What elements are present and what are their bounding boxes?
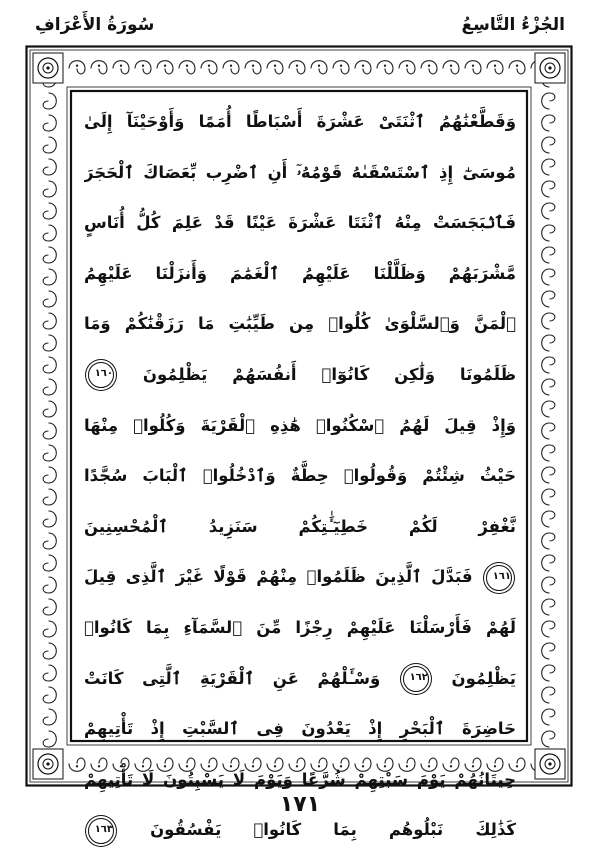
frame-swirl <box>69 758 85 771</box>
frame-side-ornament <box>542 687 555 703</box>
frame-dot <box>516 65 518 67</box>
frame-side-ornament <box>542 709 555 725</box>
frame-swirl <box>421 61 437 74</box>
frame-dot <box>230 65 232 67</box>
frame-side-ornament <box>43 379 56 395</box>
frame-corner-dot <box>548 66 551 69</box>
frame-swirl <box>377 61 393 74</box>
frame-side-ornament <box>542 467 555 483</box>
frame-swirl <box>333 61 349 74</box>
frame-swirl <box>542 709 555 725</box>
frame-side-ornament <box>542 93 555 109</box>
frame-corner-dot <box>46 66 49 69</box>
frame-swirl <box>542 643 555 659</box>
frame-swirl <box>43 423 56 439</box>
verse-line-12: يَظْلِمُونَ ١٦٢ وَسْـَٔلْهُمْ عَنِ ٱلْقَرْيَةِ ٱلَّتِى كَانَتْ <box>84 654 516 705</box>
verse-line-6: ظَلَمُونَا وَلَٰكِن كَانُوٓا۟ أَنفُسَهُمْ يَظْلِمُونَ ١٦٠ <box>84 350 516 401</box>
frame-swirl <box>43 445 56 461</box>
frame-side-ornament <box>542 247 555 263</box>
frame-dot <box>252 65 254 67</box>
frame-side-ornament <box>43 335 56 351</box>
frame-dot <box>384 65 386 67</box>
frame-swirl <box>43 357 56 373</box>
frame-side-ornament <box>542 203 555 219</box>
verse-marker-162: ١٦٢ <box>403 666 429 692</box>
frame-side-ornament <box>542 621 555 637</box>
frame-side-ornament <box>43 115 56 131</box>
frame-dot <box>164 65 166 67</box>
verse-line-1: وَقَطَّعْنَٰهُمُ ٱثْنَتَىْ عَشْرَةَ أَسْبَاطًا أُمَمًا وَأَوْحَيْنَآ إِلَىٰ <box>84 112 516 131</box>
frame-side-ornament <box>43 445 56 461</box>
frame-swirl <box>43 401 56 417</box>
frame-side-ornament <box>43 643 56 659</box>
frame-swirl <box>311 61 327 74</box>
verse-line-5: ٱلْمَنَّ وَٱلسَّلْوَىٰ كُلُوا۟ مِن طَيِّبَٰتِ مَا رَزَقْنَٰكُمْ وَمَا <box>84 314 516 334</box>
verse-line-14: حِيتَانُهُمْ يَوْمَ سَبْتِهِمْ شُرَّعًا وَيَوْمَ لَا يَسْبِتُونَ لَا تَأْتِيهِمْ <box>84 769 516 789</box>
frame-swirl <box>43 621 56 637</box>
frame-side-ornament <box>43 357 56 373</box>
frame-swirl <box>43 511 56 527</box>
frame-swirl <box>542 533 555 549</box>
frame-swirl <box>542 225 555 241</box>
frame-swirl <box>113 61 129 74</box>
frame-side-ornament <box>542 533 555 549</box>
frame-side-ornament <box>542 181 555 197</box>
frame-swirl <box>542 203 555 219</box>
frame-side-ornament <box>542 599 555 615</box>
frame-side-ornament <box>43 225 56 241</box>
verse-line-7: وَإِذْ قِيلَ لَهُمُ ٱسْكُنُوا۟ هَٰذِهِ ٱلْقَرْيَةَ وَكُلُوا۟ مِنْهَا <box>84 415 516 435</box>
frame-side-ornament <box>542 115 555 131</box>
frame-side-ornament <box>542 423 555 439</box>
frame-swirl <box>542 313 555 329</box>
frame-side-ornament <box>43 423 56 439</box>
frame-side-ornament <box>43 137 56 153</box>
frame-dot <box>186 65 188 67</box>
frame-swirl <box>69 61 85 74</box>
frame-dot <box>406 65 408 67</box>
frame-side-ornament <box>43 577 56 593</box>
frame-swirl <box>542 247 555 263</box>
frame-side-ornament <box>542 357 555 373</box>
frame-swirl <box>43 225 56 241</box>
verse-line-13: حَاضِرَةَ ٱلْبَحْرِ إِذْ يَعْدُونَ فِى ٱلسَّبْتِ إِذْ تَأْتِيهِمْ <box>84 719 516 739</box>
frame-side-ornament <box>43 203 56 219</box>
verse-line-3: فَٱنۢبَجَسَتْ مِنْهُ ٱثْنَتَا عَشْرَةَ عَيْنًا قَدْ عَلِمَ كُلُّ أُنَاسٍ <box>84 213 516 233</box>
frame-side-ornament <box>43 467 56 483</box>
frame-swirl <box>43 115 56 131</box>
frame-side-ornament <box>43 269 56 285</box>
frame-side-ornament <box>542 577 555 593</box>
frame-swirl <box>43 335 56 351</box>
frame-swirl <box>542 599 555 615</box>
frame-swirl <box>43 489 56 505</box>
verse-marker-161: ١٦١ <box>486 565 512 591</box>
frame-swirl <box>43 467 56 483</box>
frame-swirl <box>289 61 305 74</box>
verse-line-15: كَذَٰلِكَ نَبْلُوهُم بِمَا كَانُوا۟ يَفْسُقُونَ ١٦٣ <box>84 805 516 856</box>
frame-swirl <box>43 577 56 593</box>
frame-swirl <box>267 61 283 74</box>
frame-side-ornament <box>542 225 555 241</box>
verse-line-4: مَّشْرَبَهُمْ وَظَلَّلْنَا عَلَيْهِمُ ٱلْغَمَٰمَ وَأَنزَلْنَا عَلَيْهِمُ <box>84 263 516 283</box>
frame-side-ornament <box>43 533 56 549</box>
frame-side-ornament <box>542 269 555 285</box>
frame-side-ornament <box>542 445 555 461</box>
frame-swirl <box>43 247 56 263</box>
frame-dot <box>142 65 144 67</box>
frame-side-ornament <box>43 665 56 681</box>
frame-swirl <box>43 379 56 395</box>
frame-swirl <box>43 181 56 197</box>
frame-swirl <box>542 181 555 197</box>
frame-side-ornament <box>542 731 555 747</box>
frame-swirl <box>542 445 555 461</box>
frame-dot <box>274 65 276 67</box>
frame-swirl <box>542 159 555 175</box>
frame-dot <box>208 65 210 67</box>
frame-swirl <box>542 423 555 439</box>
frame-dot <box>362 65 364 67</box>
frame-swirl <box>487 61 503 74</box>
frame-dot <box>472 65 474 67</box>
frame-swirl <box>355 61 371 74</box>
frame-swirl <box>542 577 555 593</box>
frame-side-ornament <box>542 489 555 505</box>
frame-swirl <box>542 401 555 417</box>
frame-dot <box>428 65 430 67</box>
frame-swirl <box>91 61 107 74</box>
frame-side-ornament <box>43 709 56 725</box>
frame-swirl <box>542 467 555 483</box>
frame-swirl <box>43 599 56 615</box>
verse-line-10: ١٦١ فَبَدَّلَ ٱلَّذِينَ ظَلَمُوا۟ مِنْهُمْ قَوْلًا غَيْرَ ٱلَّذِى قِيلَ <box>84 552 516 603</box>
frame-dot <box>76 765 78 767</box>
frame-side-ornament <box>542 379 555 395</box>
frame-swirl <box>43 687 56 703</box>
frame-swirl <box>542 511 555 527</box>
frame-swirl <box>43 159 56 175</box>
frame-swirl <box>157 61 173 74</box>
frame-side-ornament <box>43 599 56 615</box>
frame-swirl <box>542 687 555 703</box>
frame-side-ornament <box>542 313 555 329</box>
frame-dot <box>494 65 496 67</box>
frame-dot <box>516 765 518 767</box>
frame-swirl <box>443 61 459 74</box>
frame-side-ornament <box>542 643 555 659</box>
frame-side-ornament <box>43 313 56 329</box>
frame-swirl <box>542 335 555 351</box>
verse-marker-160: ١٦٠ <box>88 362 114 388</box>
verse-line-11: لَهُمْ فَأَرْسَلْنَا عَلَيْهِمْ رِجْزًا مِّنَ ٱلسَّمَآءِ بِمَا كَانُوا۟ <box>84 617 516 637</box>
frame-side-ornament <box>542 401 555 417</box>
frame-swirl <box>223 61 239 74</box>
frame-side-ornament <box>43 93 56 109</box>
frame-swirl <box>542 555 555 571</box>
frame-swirl <box>542 291 555 307</box>
frame-corner-dot <box>548 762 551 765</box>
page-number: ١٧١ <box>279 792 321 817</box>
frame-swirl <box>399 61 415 74</box>
frame-dot <box>450 65 452 67</box>
frame-side-ornament <box>43 401 56 417</box>
frame-swirl <box>135 61 151 74</box>
frame-swirl <box>542 137 555 153</box>
frame-swirl <box>43 555 56 571</box>
frame-swirl <box>542 489 555 505</box>
frame-side-ornament <box>43 687 56 703</box>
frame-swirl <box>542 379 555 395</box>
frame-dot <box>318 65 320 67</box>
frame-side-ornament <box>542 335 555 351</box>
frame-swirl <box>542 269 555 285</box>
frame-side-ornament <box>43 181 56 197</box>
frame-dot <box>296 65 298 67</box>
verse-marker-163: ١٦٣ <box>88 818 114 844</box>
verse-line-8: حَيْثُ شِئْتُمْ وَقُولُوا۟ حِطَّةٌ وَٱدْخُلُوا۟ ٱلْبَابَ سُجَّدًا <box>84 466 516 486</box>
frame-dot <box>98 65 100 67</box>
juz-title: الجُزْءُ التَّاسِعُ <box>461 15 565 35</box>
surah-title: سُورَةُ الأَعْرَافِ <box>35 15 155 35</box>
frame-side-ornament <box>542 291 555 307</box>
frame-dot <box>120 65 122 67</box>
frame-side-ornament <box>542 665 555 681</box>
frame-swirl <box>542 665 555 681</box>
page-header <box>35 8 565 42</box>
frame-swirl <box>43 709 56 725</box>
frame-swirl <box>43 269 56 285</box>
frame-swirl <box>179 61 195 74</box>
frame-dot <box>340 65 342 67</box>
frame-swirl <box>43 291 56 307</box>
frame-swirl <box>43 731 56 747</box>
frame-side-ornament <box>542 511 555 527</box>
frame-dot <box>76 65 78 67</box>
frame-swirl <box>542 93 555 109</box>
frame-swirl <box>245 61 261 74</box>
frame-side-ornament <box>43 489 56 505</box>
frame-side-ornament <box>43 621 56 637</box>
frame-swirl <box>43 665 56 681</box>
frame-swirl <box>465 61 481 74</box>
frame-side-ornament <box>542 137 555 153</box>
frame-swirl <box>43 137 56 153</box>
verse-line-2: مُوسَىٰٓ إِذِ ٱسْتَسْقَىٰهُ قَوْمُهُۥٓ أَنِ ٱضْرِب بِّعَصَاكَ ٱلْحَجَرَ <box>84 162 516 182</box>
frame-swirl <box>509 61 525 74</box>
frame-swirl <box>43 643 56 659</box>
frame-swirl <box>43 533 56 549</box>
frame-side-ornament <box>542 555 555 571</box>
frame-swirl <box>43 313 56 329</box>
frame-side-ornament <box>43 247 56 263</box>
frame-swirl <box>542 357 555 373</box>
frame-swirl <box>542 621 555 637</box>
frame-swirl <box>43 203 56 219</box>
frame-side-ornament <box>43 291 56 307</box>
frame-side-ornament <box>43 555 56 571</box>
frame-side-ornament <box>43 511 56 527</box>
frame-swirl <box>542 731 555 747</box>
frame-side-ornament <box>43 731 56 747</box>
frame-corner-dot <box>46 762 49 765</box>
frame-swirl <box>542 115 555 131</box>
frame-swirl <box>201 61 217 74</box>
verse-line-9: نَّغْفِرْ لَكُمْ خَطِيٓـَٰٔتِكُمْ سَنَزِيدُ ٱلْمُحْسِنِينَ <box>84 516 516 536</box>
frame-swirl <box>43 93 56 109</box>
frame-side-ornament <box>43 159 56 175</box>
frame-side-ornament <box>542 159 555 175</box>
